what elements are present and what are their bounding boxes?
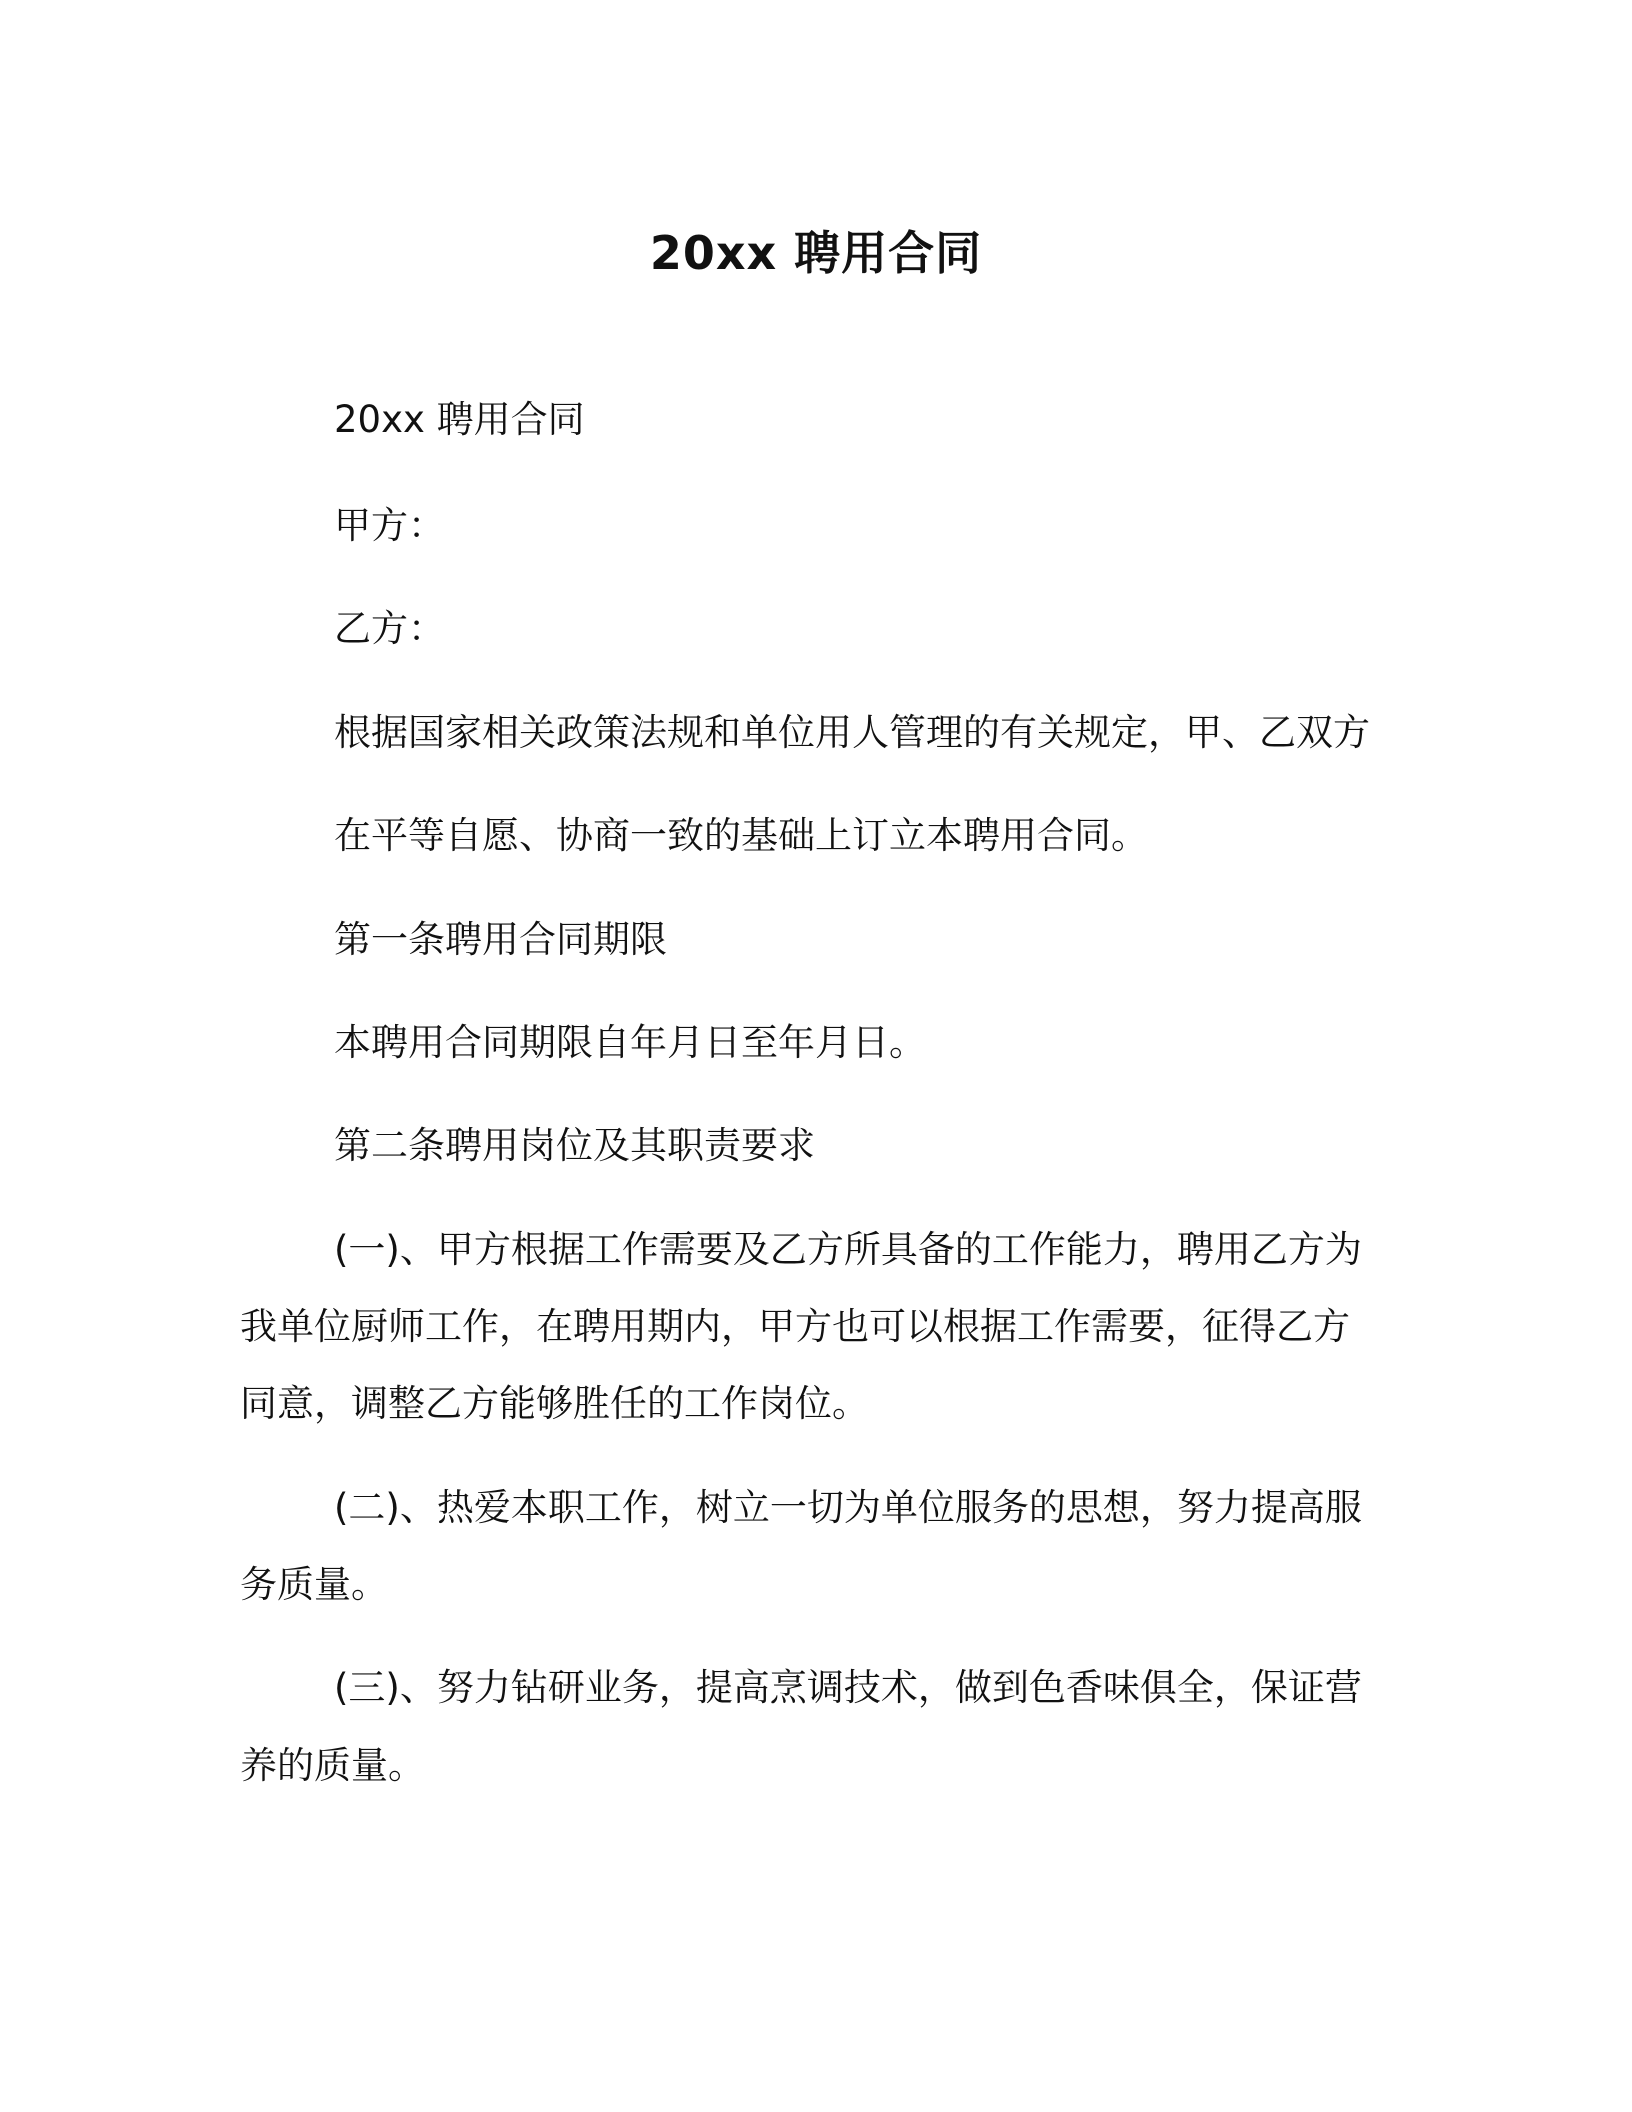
- article2-item2-line1: (二)、热爱本职工作，树立一切为单位服务的思想，努力提高服: [334, 1486, 1362, 1529]
- article2-item1-line1: (一)、甲方根据工作需要及乙方所具备的工作能力，聘用乙方为: [334, 1228, 1362, 1271]
- document-title: 20xx 聘用合同: [649, 226, 983, 280]
- contract-subtitle: 20xx 聘用合同: [334, 398, 585, 441]
- article2-item1-line3: 同意，调整乙方能够胜任的工作岗位。: [240, 1382, 869, 1425]
- article2-item3-line1: (三)、努力钻研业务，提高烹调技术，做到色香味俱全，保证营: [334, 1666, 1362, 1709]
- preamble-line-1: 根据国家相关政策法规和单位用人管理的有关规定，甲、乙双方: [334, 711, 1370, 754]
- party-b-label: 乙方：: [334, 607, 445, 650]
- article1-body: 本聘用合同期限自年月日至年月日。: [334, 1021, 926, 1064]
- article2-item1-line2: 我单位厨师工作，在聘用期内，甲方也可以根据工作需要，征得乙方: [240, 1305, 1350, 1348]
- article2-item3-line2: 养的质量。: [240, 1744, 425, 1787]
- article2-heading: 第二条聘用岗位及其职责要求: [334, 1124, 815, 1167]
- party-a-label: 甲方：: [334, 504, 445, 547]
- preamble-line-2: 在平等自愿、协商一致的基础上订立本聘用合同。: [334, 814, 1148, 857]
- article1-heading: 第一条聘用合同期限: [334, 918, 667, 961]
- article2-item2-line2: 务质量。: [240, 1563, 388, 1606]
